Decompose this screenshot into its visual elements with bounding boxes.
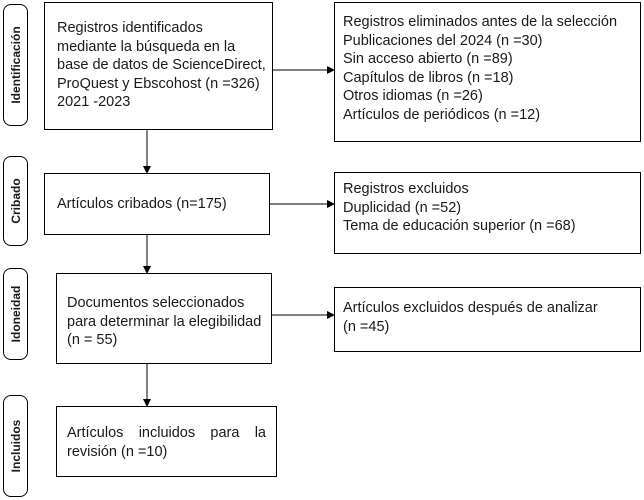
excluded-after-line-2: (n =45) <box>343 318 390 335</box>
phase-idoneidad-label: Idoneidad <box>8 285 23 343</box>
excluded-line-3: Tema de educación superior (n =68) <box>343 218 576 234</box>
identified-line-1: Registros identificados <box>57 20 203 36</box>
removed-line-2: Publicaciones del 2024 (n =30) <box>343 32 543 49</box>
removed-line-4: Capítulos de libros (n =18) <box>343 69 514 86</box>
phase-incluidos <box>3 395 28 497</box>
removed-records-box <box>334 2 641 142</box>
screened-line-1: Artículos cribados (n=175) <box>57 196 227 212</box>
identified-records-box <box>44 2 273 130</box>
removed-line-5: Otros idiomas (n =26) <box>343 88 483 104</box>
included-line-1: Artículos incluidos para la <box>67 425 266 441</box>
phase-incluidos-label: Incluidos <box>8 419 23 473</box>
excluded-records-box <box>334 172 641 254</box>
eligibility-box <box>56 273 272 364</box>
excluded-line-2: Duplicidad (n =52) <box>343 199 462 216</box>
excluded-after-analysis-box <box>334 287 641 352</box>
phase-cribado <box>3 156 28 246</box>
excluded-line-1: Registros excluidos <box>343 181 469 197</box>
phase-identificacion <box>3 4 28 126</box>
excluded-after-line-1: Artículos excluidos después de analizar <box>343 300 598 316</box>
included-box <box>56 406 277 477</box>
screened-articles-box <box>44 173 270 235</box>
removed-line-6: Artículos de periódicos (n =12) <box>343 106 541 123</box>
identified-line-2: mediante la búsqueda en la <box>57 38 236 55</box>
eligibility-line-2: para determinar la elegibilidad <box>67 313 262 330</box>
phase-cribado-label: Cribado <box>8 178 23 224</box>
phase-identificacion-label: Identificación <box>8 26 23 104</box>
identified-line-5: 2021 -2023 <box>57 94 131 110</box>
eligibility-line-1: Documentos seleccionados <box>67 295 245 311</box>
phase-idoneidad <box>3 268 28 360</box>
removed-line-1: Registros eliminados antes de la selección <box>343 14 618 30</box>
eligibility-line-3: (n = 55) <box>67 332 118 348</box>
identified-line-4: ProQuest y Ebscohost (n =326) <box>57 75 260 92</box>
removed-line-3: Sin acceso abierto (n =89) <box>343 51 513 67</box>
included-line-2: revisión (n =10) <box>67 443 168 460</box>
identified-line-3: base de datos de ScienceDirect, <box>57 57 266 73</box>
